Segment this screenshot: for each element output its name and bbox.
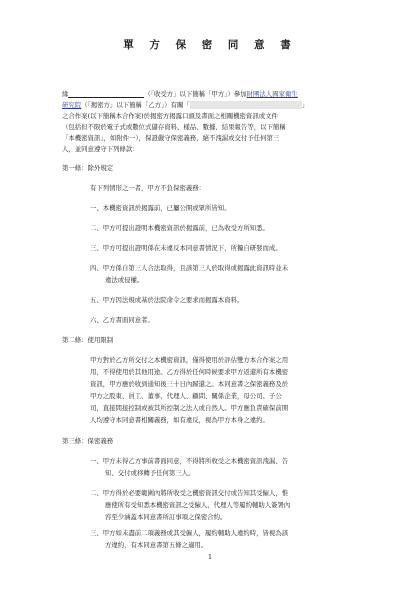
section3-line: 二、甲方得於必要範圍內將所收受之機密資訊交付或告知其受僱人，惟 xyxy=(90,489,289,497)
intro-line-4: （包括但不限於電子式或數位式儲存資料、樣品、數據、結果報告等，以下簡稱 xyxy=(62,123,286,131)
section2-line: 資訊，甲方應於收到通知後三十日內歸還之。本同意書之保密義務及於 xyxy=(90,380,289,388)
section2-line: 用，不得使用於其他用途。乙方得於任何時候要求甲方返還所有本機密 xyxy=(90,368,289,376)
section2-line: 甲方對於乙方所交付之本機密資訊，僅得使用於評估雙方本合作案之用 xyxy=(90,356,289,364)
page-number: 1 xyxy=(207,553,213,561)
intro-prefix: 緣 xyxy=(62,90,69,98)
party-name-blank[interactable] xyxy=(68,90,144,98)
section1-lead: 有下列情形之一者，甲方不負保密義務： xyxy=(90,184,206,192)
section1-heading: 第一條：除外規定 xyxy=(62,164,114,172)
section1-item: 三、甲方可提出證明係在未違反本同意書情況下，所獨自研發而成。 xyxy=(90,244,282,252)
intro-line-6: 人，並同意遵守下列條款： xyxy=(62,145,139,153)
section3-line-continuation: 容至少涵蓋本同意書所訂事項之保密合約。 xyxy=(105,513,227,521)
section1-item: 四、甲方係自第三人合法取得，且該第三人於取得或揭露此資訊時並未 xyxy=(90,264,289,272)
section1-item: 二、甲方可提出證明本機密資訊於揭露前，已為收受方所知悉。 xyxy=(90,224,269,232)
institute-name-part2: 研究院 xyxy=(62,101,82,109)
section2-line: 人均遵守本同意書相關義務，如有違反，視為甲方本身之違約。 xyxy=(90,416,269,424)
project-name-blank[interactable] xyxy=(190,101,302,109)
intro-close-quote: 」 xyxy=(301,101,309,109)
section1-item-continuation: 違法或侵權。 xyxy=(105,276,144,284)
section1-item: 五、甲方因法規或基於法院命令之要求而揭露本資料。 xyxy=(90,296,244,304)
section3-line-continuation: 方違約，有本同意書第五條之適用。 xyxy=(105,541,208,549)
intro-recipient-text: （「收受方」以下簡稱「甲方」）參加 xyxy=(144,90,247,98)
section2-line: 司，直接間接控制或被其所控制之法人或自然人。甲方應負責確保前開 xyxy=(90,404,289,412)
document-title: 單 方 保 密 同 意 書 xyxy=(123,39,297,51)
section2-line: 甲方之股東、員工、董事、代理人、顧問、關係企業，母公司、子公 xyxy=(90,392,282,400)
section3-line-continuation: 應使所有受知悉本機密資訊之受僱人，代理人等履約輔助人簽署內 xyxy=(105,501,291,509)
institute-name-part1: 財團法人國家衛生 xyxy=(246,90,298,98)
section3-line: 三、甲方如未盡前二項義務或其受僱人，履約輔助人違約時，皆視為該 xyxy=(90,529,289,537)
section1-item: 六、乙方書面同意者。 xyxy=(90,316,154,324)
section3-line-continuation: 知、交付或移轉予任何第三人。 xyxy=(105,469,195,477)
intro-line-2 xyxy=(62,101,308,109)
section2-heading: 第二條：使用限制 xyxy=(62,336,114,344)
intro-line-1 xyxy=(62,90,298,98)
intro-line-3: 之合作案(以下簡稱本合作案)於揭密方揭露口頭及書面之相關機密資訊或文件 xyxy=(62,112,278,120)
section3-heading: 第三條：保密義務 xyxy=(62,437,114,445)
section1-item: 一、本機密資訊於揭露前，已屬公開或眾所皆知。 xyxy=(90,204,231,212)
intro-line-5: 「本機密資訊」，如附件一），保證嚴守保密義務，絕不洩漏或交付予任何第三 xyxy=(62,134,280,142)
section3-line: 一、甲方未得乙方事前書面同意，不得將所收受之本機密資訊洩漏、告 xyxy=(90,457,289,465)
intro-discloser-text: （「揭密方」以下簡稱「乙方」）有關「 xyxy=(81,101,190,109)
